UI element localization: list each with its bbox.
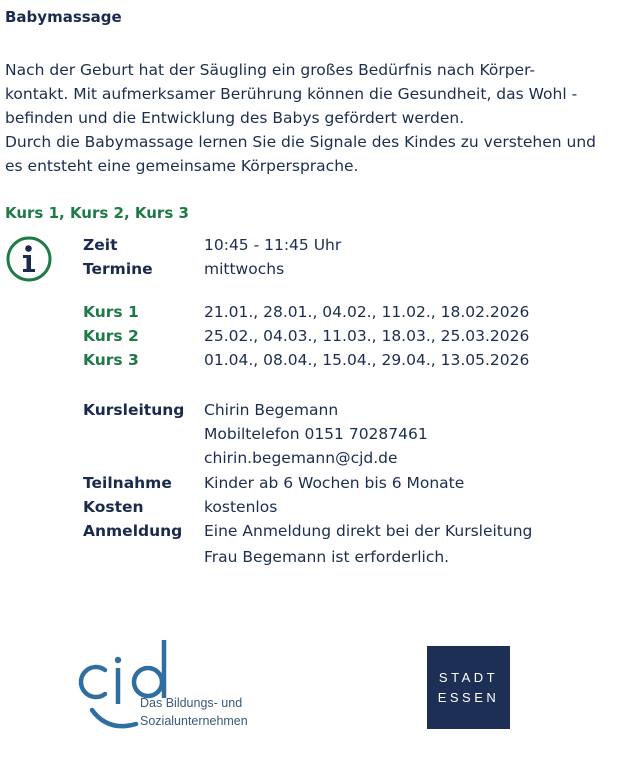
- zeit-label: Zeit: [83, 236, 118, 254]
- page-title: Babymassage: [5, 8, 122, 26]
- stadt-essen-line: ESSEN: [437, 690, 500, 705]
- kosten-label: Kosten: [83, 498, 144, 516]
- cjd-tagline-line: Sozialunternehmen: [140, 714, 248, 728]
- intro-line: befinden und die Entwicklung des Babys gefördert werden.: [5, 109, 465, 127]
- intro-text: [5, 58, 617, 178]
- cjd-tagline: [140, 694, 248, 730]
- teilnahme-label: Teilnahme: [83, 474, 172, 492]
- kurs3-label: Kurs 3: [83, 351, 139, 369]
- intro-line: kontakt. Mit aufmerksamer Berührung können die Gesundheit, das Wohl -: [5, 85, 578, 103]
- intro-line: es entsteht eine gemeinsame Körpersprache.: [5, 157, 359, 175]
- cjd-tagline-line: Das Bildungs- und: [140, 696, 243, 710]
- kursleitung-email[interactable]: chirin.begemann@cjd.de: [204, 449, 398, 467]
- kursleitung-phone: Mobiltelefon 0151 70287461: [204, 425, 428, 443]
- stadt-essen-line: STADT: [438, 670, 499, 685]
- kurs3-dates: 01.04., 08.04., 15.04., 29.04., 13.05.2026: [204, 351, 530, 369]
- termine-label: Termine: [83, 260, 153, 278]
- kursleitung-label: Kursleitung: [83, 401, 185, 419]
- intro-line: Durch die Babymassage lernen Sie die Signale des Kindes zu verstehen und: [5, 133, 597, 151]
- kursleitung-name: Chirin Begemann: [204, 401, 339, 419]
- anmeldung-label: Anmeldung: [83, 522, 183, 540]
- kurs1-dates: 21.01., 28.01., 04.02., 11.02., 18.02.2026: [204, 303, 530, 321]
- cjd-logo: [78, 632, 288, 736]
- kurs2-dates: 25.02., 04.03., 11.03., 18.03., 25.03.2026: [204, 327, 530, 345]
- anmeldung-value: Eine Anmeldung direkt bei der Kursleitung: [204, 522, 533, 540]
- termine-value: mittwochs: [204, 260, 285, 278]
- info-circle-icon: [6, 236, 52, 282]
- teilnahme-value: Kinder ab 6 Wochen bis 6 Monate: [204, 474, 465, 492]
- stadt-essen-logo: [427, 646, 510, 729]
- zeit-value: 10:45 - 11:45 Uhr: [204, 236, 342, 254]
- kosten-value: kostenlos: [204, 498, 278, 516]
- intro-line: Nach der Geburt hat der Säugling ein großes Bedürfnis nach Körper-: [5, 61, 536, 79]
- kurs1-label: Kurs 1: [83, 303, 139, 321]
- kurse-heading: Kurs 1, Kurs 2, Kurs 3: [5, 204, 189, 222]
- anmeldung-value-2: Frau Begemann ist erforderlich.: [204, 548, 450, 566]
- kurs2-label: Kurs 2: [83, 327, 139, 345]
